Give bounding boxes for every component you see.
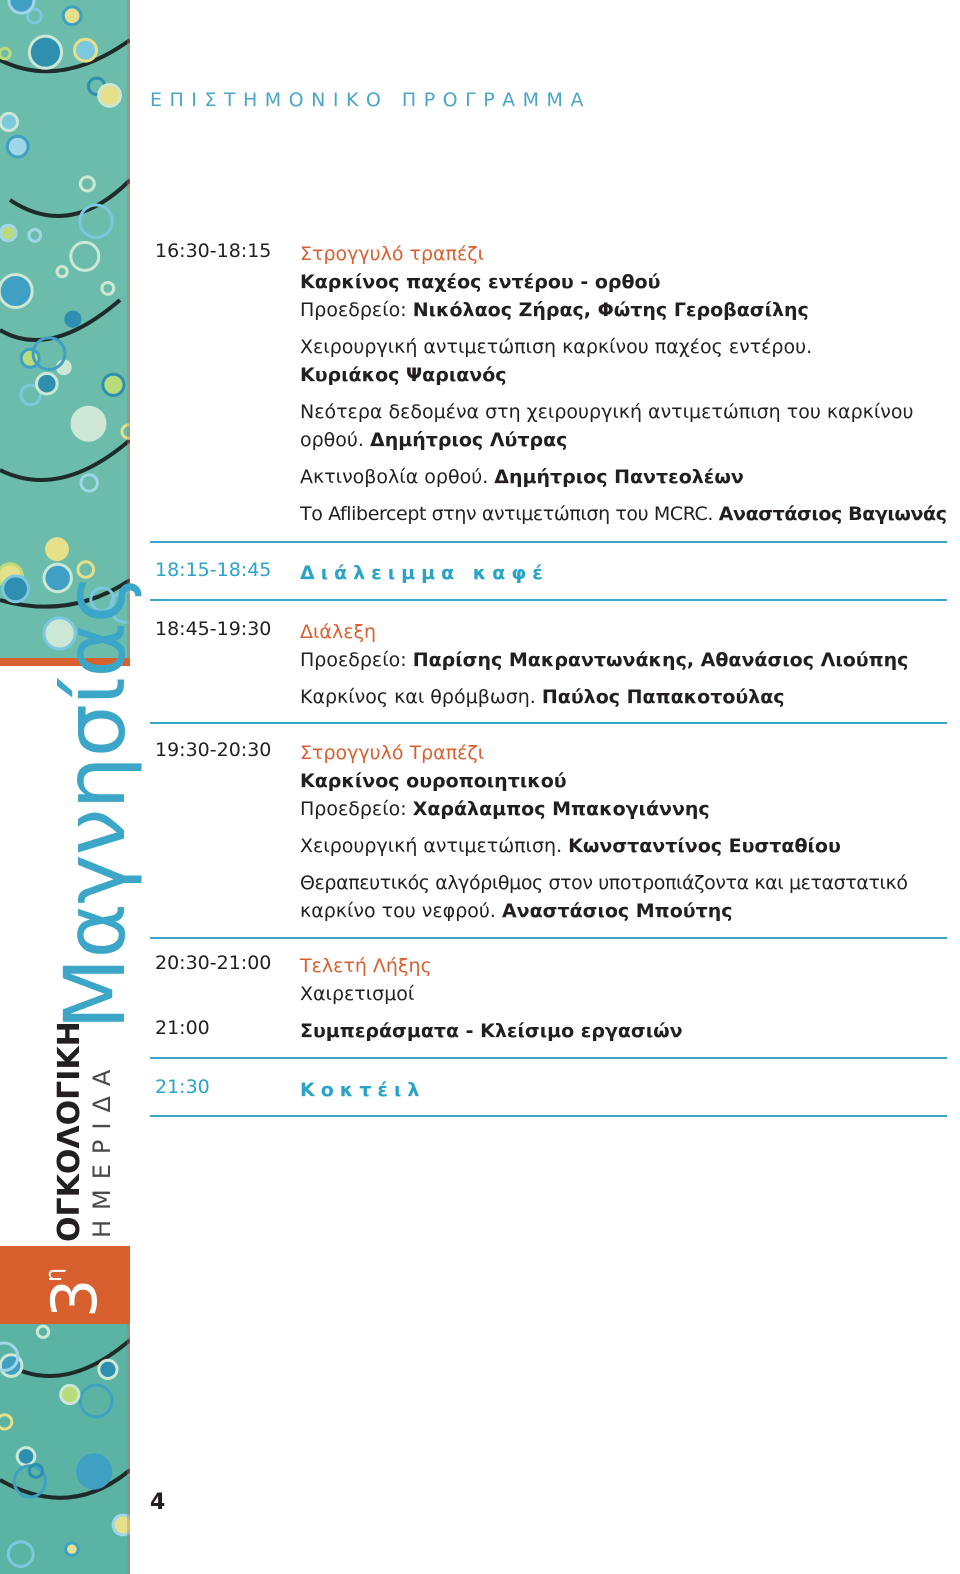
- section-divider: [150, 541, 947, 543]
- session-time: 18:15-18:45: [155, 559, 272, 581]
- session-title: Καρκίνος ουροποιητικού: [300, 770, 567, 792]
- talk-title: Νεότερα δεδομένα στη χειρουργική αντιμετώπιση του καρκίνου: [300, 401, 914, 423]
- event-title-spaced: ΗΜΕΡΙΔΑ: [88, 1059, 116, 1238]
- session-time: 21:30: [155, 1076, 210, 1098]
- talk-title: Χειρουργική αντιμετώπιση.: [300, 835, 569, 857]
- talk-speaker: Δημήτριος Λύτρας: [370, 429, 568, 451]
- session-title: Συμπεράσματα - Κλείσιμο εργασιών: [300, 1020, 683, 1042]
- session-type: Διάλεξη: [300, 621, 377, 643]
- talk-title: Το Aflibercept στην αντιμετώπιση του MCRC.: [300, 503, 719, 525]
- session-block: [300, 240, 950, 528]
- paint-circle: [63, 7, 81, 25]
- talk-line: [300, 463, 950, 491]
- chair-names: Χαράλαμπος Μπακογιάννης: [412, 798, 710, 820]
- cocktail-title: Κοκτέιλ: [300, 1079, 426, 1101]
- paint-circle: [99, 85, 121, 107]
- section-divider: [150, 722, 947, 724]
- paint-circle: [75, 39, 97, 61]
- talk-speaker: Αναστάσιος Μπούτης: [501, 900, 733, 922]
- paint-circle: [66, 312, 80, 326]
- paint-circle: [47, 539, 68, 560]
- chair-line: [300, 795, 950, 823]
- paint-circle: [99, 1360, 117, 1378]
- talk-title: Καρκίνος και θρόμβωση.: [300, 686, 542, 708]
- session-time: 18:45-19:30: [155, 618, 272, 640]
- paint-circle: [17, 1448, 35, 1466]
- paint-circle: [3, 576, 29, 602]
- session-block: [300, 1076, 950, 1104]
- paint-circle: [0, 275, 32, 308]
- session-time: 19:30-20:30: [155, 739, 272, 761]
- section-divider: [150, 1057, 947, 1059]
- talk-title: ορθού.: [300, 429, 371, 451]
- talk-line: [300, 897, 950, 925]
- session-time: 20:30-21:00: [155, 952, 272, 974]
- paint-circle: [9, 0, 34, 13]
- chair-label: Προεδρείο:: [300, 649, 413, 671]
- session-type: Στρογγυλό Τραπέζι: [300, 742, 485, 764]
- section-divider: [150, 599, 947, 601]
- talk-line: [300, 683, 950, 711]
- talk-speaker: Κυριάκος Ψαριανός: [300, 364, 507, 386]
- paint-circle: [72, 407, 105, 440]
- paint-circle: [37, 373, 58, 394]
- talk-speaker: Παύλος Παπακοτούλας: [541, 686, 785, 708]
- paint-circle: [29, 36, 61, 68]
- session-block: [300, 1017, 950, 1045]
- talk-line: [300, 426, 950, 454]
- talk-title: καρκίνο του νεφρού.: [300, 900, 502, 922]
- paint-circle: [66, 1543, 79, 1556]
- edition-number: 3: [38, 1278, 111, 1318]
- talk-line: [300, 832, 950, 860]
- talk-title: Ακτινοβολία ορθού.: [300, 466, 495, 488]
- chair-label: Προεδρείο:: [300, 299, 413, 321]
- chair-names: Νικόλαος Ζήρας, Φώτης Γεροβασίλης: [412, 299, 809, 321]
- event-title-bold: ΟΓΚΟΛΟΓΙΚΗ: [52, 1021, 87, 1242]
- talk-speaker: Αναστάσιος Βαγιωνάς: [718, 503, 947, 525]
- event-place-title: Μαγνησίας: [46, 574, 144, 1030]
- chair-line: [300, 296, 950, 324]
- paint-circle: [0, 113, 17, 130]
- session-subtitle: Χαιρετισμοί: [300, 983, 415, 1005]
- session-title: Καρκίνος παχέος εντέρου - ορθού: [300, 271, 661, 293]
- paint-circle: [103, 374, 124, 395]
- page-number: 4: [150, 1490, 166, 1515]
- talk-speaker: Δημήτριος Παντεολέων: [494, 466, 744, 488]
- paint-circle: [78, 1455, 111, 1488]
- session-block: [300, 739, 950, 925]
- talk-title: Θεραπευτικός αλγόριθμος στον υποτροπιάζοντα και μεταστατικό: [300, 872, 908, 894]
- coffee-break-title: Διάλειμμα καφέ: [300, 562, 549, 584]
- session-type: Στρογγυλό τραπέζι: [300, 243, 485, 265]
- edition-suffix: η: [42, 1268, 67, 1282]
- session-time: 21:00: [155, 1017, 210, 1039]
- talk-title: Χειρουργική αντιμετώπιση καρκίνου παχέος εντέρου.: [300, 336, 813, 358]
- chair-line: [300, 646, 950, 674]
- session-type: Τελετή Λήξης: [300, 955, 432, 977]
- section-divider: [150, 1115, 947, 1117]
- talk-speaker: Κωνσταντίνος Ευσταθίου: [568, 835, 841, 857]
- paint-circle: [1, 225, 17, 241]
- paint-circle: [61, 1385, 79, 1403]
- section-divider: [150, 937, 947, 939]
- session-time: 16:30-18:15: [155, 240, 272, 262]
- chair-names: Παρίσης Μακραντωνάκης, Αθανάσιος Λιούπης: [412, 649, 909, 671]
- talk-line: [300, 500, 950, 528]
- session-block: [300, 618, 950, 711]
- session-block: [300, 559, 950, 587]
- chair-label: Προεδρείο:: [300, 798, 413, 820]
- session-block: [300, 952, 950, 1008]
- paint-circle: [7, 136, 28, 157]
- page-heading: ΕΠΙΣΤΗΜΟΝΙΚΟ ΠΡΟΓΡΑΜΜΑ: [150, 89, 591, 111]
